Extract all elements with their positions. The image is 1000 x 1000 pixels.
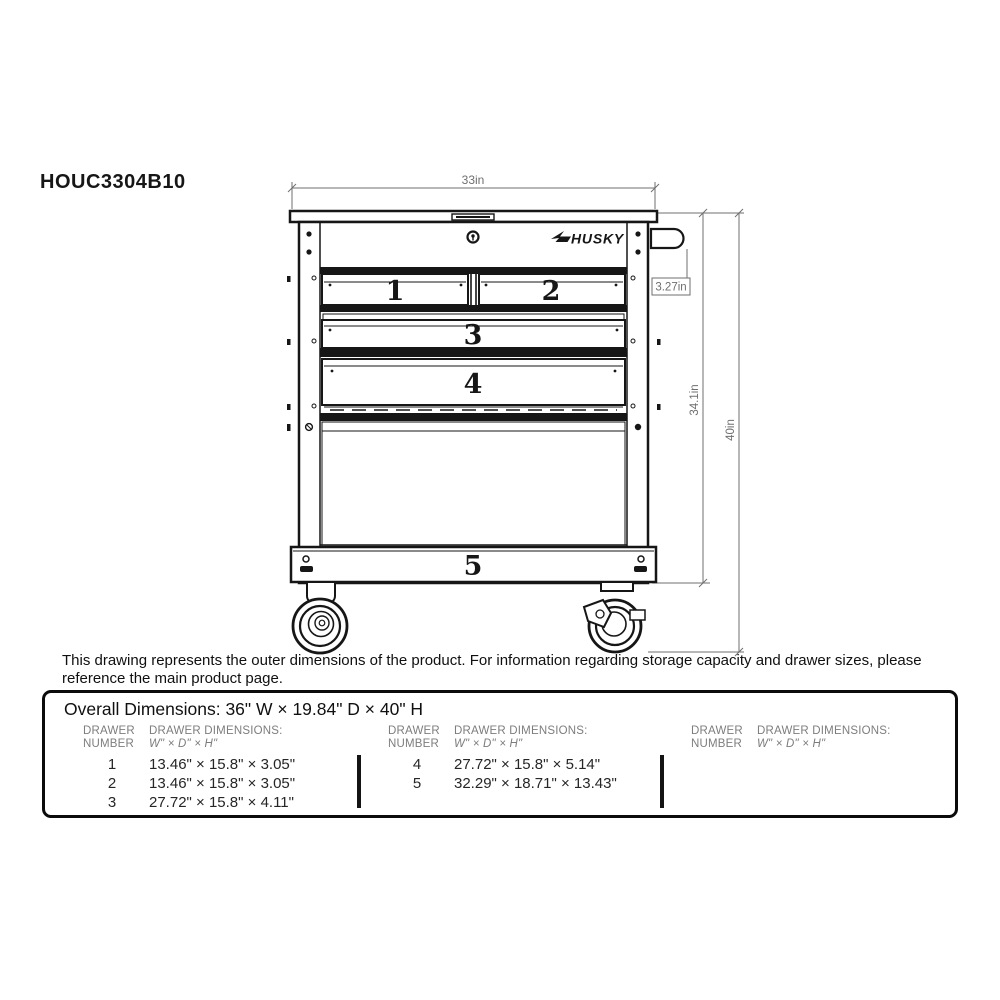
drawer-dimensions-group-3 [691, 725, 891, 751]
overall-dimensions-title: Overall Dimensions: 36" W × 19.84" D × 40" H [64, 699, 424, 719]
drawer-dims: 13.46" × 15.8" × 3.05" [149, 756, 296, 773]
drawer-dims: 27.72" × 15.8" × 5.14" [454, 756, 601, 773]
left-caster [293, 583, 347, 653]
header-number-line2: NUMBER [83, 738, 135, 750]
footnote: This drawing represents the outer dimensions of the product. For information regarding storage capacity and drawer sizes, please reference the main product page. [62, 652, 922, 687]
header-number-line2: NUMBER [691, 738, 743, 750]
drawer-5-label: 5 [463, 551, 483, 582]
table-row [83, 793, 295, 812]
header-number-line1: DRAWER [83, 725, 135, 737]
husky-brand-text: HUSKY [571, 230, 625, 247]
table-row [388, 774, 617, 793]
header-number-line1: DRAWER [691, 725, 743, 737]
right-caster [584, 582, 645, 652]
overall-height-dimension-label: 40in [725, 419, 737, 441]
header-dims-line1: DRAWER DIMENSIONS: [454, 725, 588, 737]
table-row [388, 755, 617, 774]
header-dims-line2: W" × D" × H" [757, 738, 826, 750]
drawer-number: 3 [107, 794, 117, 811]
cart-lid [290, 211, 657, 222]
drawer-dims: 32.29" × 18.71" × 13.43" [454, 775, 617, 792]
header-dims-line2: W" × D" × H" [454, 738, 523, 750]
group-3-header [691, 725, 891, 751]
header-dims-line1: DRAWER DIMENSIONS: [757, 725, 891, 737]
drawer-dims: 27.72" × 15.8" × 4.11" [149, 794, 294, 811]
drawer-3-label: 3 [463, 320, 483, 351]
table-row [83, 774, 295, 793]
table-row [83, 755, 295, 774]
column-separator [357, 755, 361, 808]
header-dims-line2: W" × D" × H" [149, 738, 218, 750]
drawer-number: 5 [412, 775, 422, 792]
column-separator [660, 755, 664, 808]
header-number-line1: DRAWER [388, 725, 440, 737]
group-2-header [388, 725, 617, 751]
drawer-height-dimension-label: 3.27in [655, 281, 687, 294]
model-number: HOUC3304B10 [40, 171, 186, 193]
drawer-number: 4 [412, 756, 422, 773]
header-dims-line1: DRAWER DIMENSIONS: [149, 725, 283, 737]
side-handle [651, 229, 684, 248]
drawer-2-label: 2 [541, 276, 561, 307]
spec-table [42, 690, 958, 818]
drawer-dims: 13.46" × 15.8" × 3.05" [149, 775, 296, 792]
drawer-number: 2 [107, 775, 117, 792]
drawer-dimensions-group-2 [388, 725, 617, 793]
lock-icon [468, 232, 479, 243]
body-height-dimension-label: 34.1in [689, 384, 701, 416]
drawer-number: 1 [107, 756, 117, 773]
drawer-dimensions-group-1 [83, 725, 295, 812]
group-1-header [83, 725, 295, 751]
width-dimension-label: 33in [461, 173, 485, 187]
drawer-4-label: 4 [463, 369, 483, 400]
drawer-1-label: 1 [385, 276, 405, 307]
header-number-line2: NUMBER [388, 738, 440, 750]
